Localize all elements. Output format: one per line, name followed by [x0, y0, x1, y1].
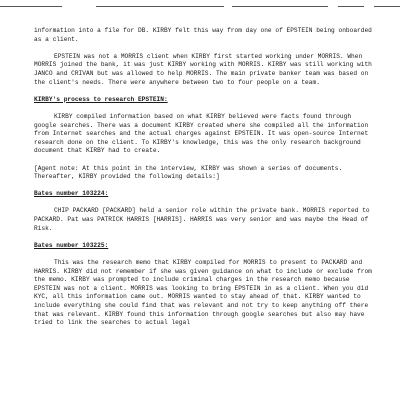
paragraph-continuation: information into a file for DB. KIRBY felt this way from day one of EPSTEIN being onboarded as a client. [34, 27, 372, 43]
section-heading-research-process: KIRBY's process to research EPSTEIN: [34, 95, 168, 103]
agent-note: [Agent note: At this point in the interview, KIRBY was shown a series of documents. Thereafter, KIRBY provided the following details:] [34, 164, 343, 181]
paragraph-bates-103225: This was the research memo that KIRBY compiled for MORRIS to present to PACKARD and HARRIS. KIRBY did not remember if she was given guidance on what to include or exclude from the memo. KIRBY was prompted to include criminal charges in the research memo because EPSTEIN was not a client. MORRIS was looking to bring EPSTEIN in as a client. When you did KYC, all this information came out. MORRIS wanted to stay ahead of that. KIRBY wanted to include everything she could find that was relevant and not try to keep anything off there that was relevant. KIRBY found this information through google searches but also may have tried to link the searches to actual legal [34, 259, 372, 327]
section-heading-bates-103225: Bates number 103225: [34, 241, 109, 249]
section-heading-bates-103224: Bates number 103224: [34, 190, 109, 198]
document-page [34, 27, 372, 336]
header-rule [0, 2, 400, 10]
paragraph-research-process: KIRBY compiled information based on what KIRBY believed were facts found through google searches. There was a document KIRBY created where she compiled all the information from Internet searches and the actual charges against EPSTEIN. It was open-source Internet research done on the client. To KIRBY's knowledge, this was the only research background document that KIRBY had to create. [34, 112, 369, 155]
paragraph-client-history: EPSTEIN was not a MORRIS client when KIRBY first started working under MORRIS. When MORRIS joined the bank, it was just KIRBY working with MORRIS. KIRBY was still working with JANCO and CRIVAN but was allowed to help MORRIS. The main private banker team was based on the client's needs. There were anywhere between two to four people on a team. [34, 52, 372, 86]
paragraph-bates-103224: CHIP PACKARD [PACKARD] held a senior role within the private bank. MORRIS reported to PACKARD. Pat was PATRICK HARRIS [HARRIS]. HARRIS was very senior and was maybe the Head of Risk. [34, 207, 370, 232]
